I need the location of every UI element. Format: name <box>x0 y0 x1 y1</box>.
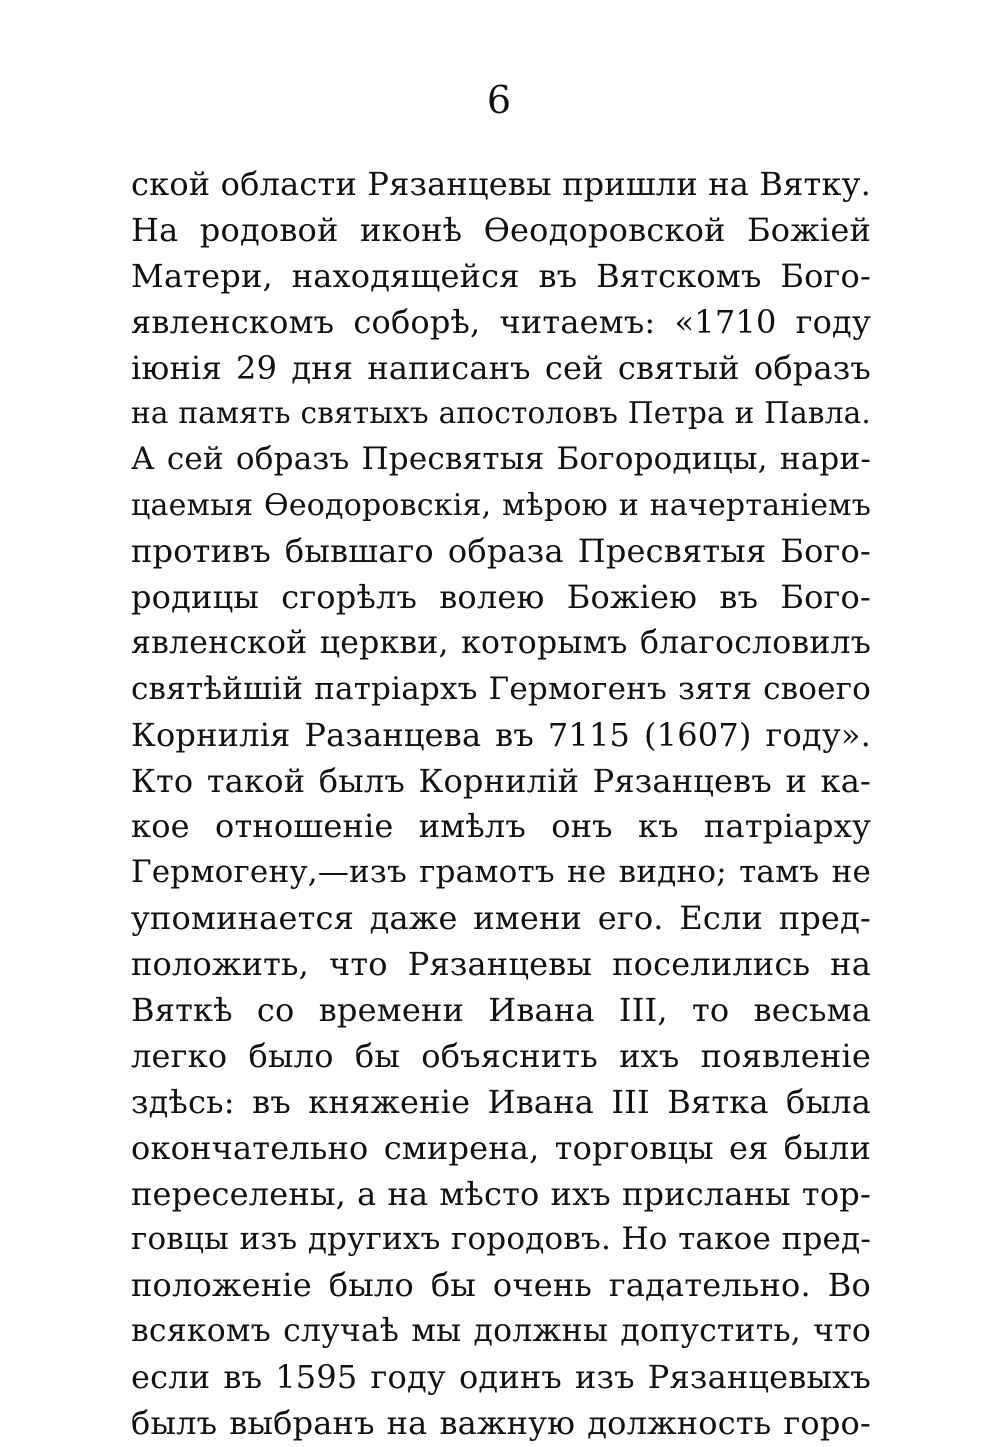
text-line: положеніе было бы очень гадательно. Во <box>131 1266 871 1305</box>
text-line: кое отношеніе имѣлъ онъ къ патріарху <box>131 807 871 846</box>
text-line: положить, что Рязанцевы поселились на <box>131 945 871 984</box>
text-line: цаемыя Ѳеодоровскія, мѣрою и начертаніемъ <box>131 488 871 524</box>
text-line: Корнилія Разанцева въ 7115 (1607) году». <box>131 715 871 754</box>
text-line: здѣсь: въ княженіе Ивана III Вятка была <box>131 1082 871 1121</box>
text-line: противъ бывшаго образа Пресвятыя Бого- <box>131 532 871 571</box>
text-line: окончательно смирена, торговцы ея были <box>131 1128 871 1167</box>
text-line: переселены, а на мѣсто ихъ присланы тор- <box>131 1174 871 1213</box>
text-line: родицы сгорѣлъ волею Божіею въ Бого- <box>131 578 871 617</box>
text-line: Гермогену,—изъ грамотъ не видно; тамъ не <box>131 854 871 891</box>
text-line: На родовой иконѣ Ѳеодоровской Божіей <box>131 210 871 249</box>
text-line: Матери, находящейся въ Вятскомъ Бого- <box>131 256 871 295</box>
text-line: Кто такой былъ Корнилій Рязанцевъ и ка- <box>131 761 871 800</box>
text-line: явленской церкви, которымъ благословилъ <box>131 624 871 661</box>
text-line: іюнія 29 дня написанъ сей святый образъ <box>131 348 871 387</box>
body-text <box>131 162 871 1447</box>
text-line: легко было бы объяснить ихъ появленіе <box>131 1036 871 1075</box>
text-line: упоминается даже имени его. Если пред- <box>131 899 871 938</box>
text-line: явленскомъ соборѣ, читаемъ: «1710 году <box>131 302 871 341</box>
text-line: святѣйшій патріархъ Гермогенъ зятя своего <box>131 670 871 707</box>
text-line: всякомъ случаѣ мы должны допустить, что <box>131 1313 871 1350</box>
text-line: если въ 1595 году одинъ изъ Рязанцевыхъ <box>131 1358 871 1397</box>
text-line: былъ выбранъ на важную должность горо- <box>131 1404 871 1443</box>
text-line: Вяткѣ со времени Ивана III, то весьма <box>131 991 871 1030</box>
text-line: ской области Рязанцевы пришли на Вятку. <box>131 165 872 203</box>
text-line: А сей образъ Пресвятыя Богородицы, нари- <box>131 441 871 478</box>
text-line: говцы изъ другихъ городовъ. Но такое пред- <box>131 1221 871 1258</box>
text-line: на память святыхъ апостоловъ Петра и Павла. <box>131 396 871 431</box>
page-number: 6 <box>486 78 514 122</box>
